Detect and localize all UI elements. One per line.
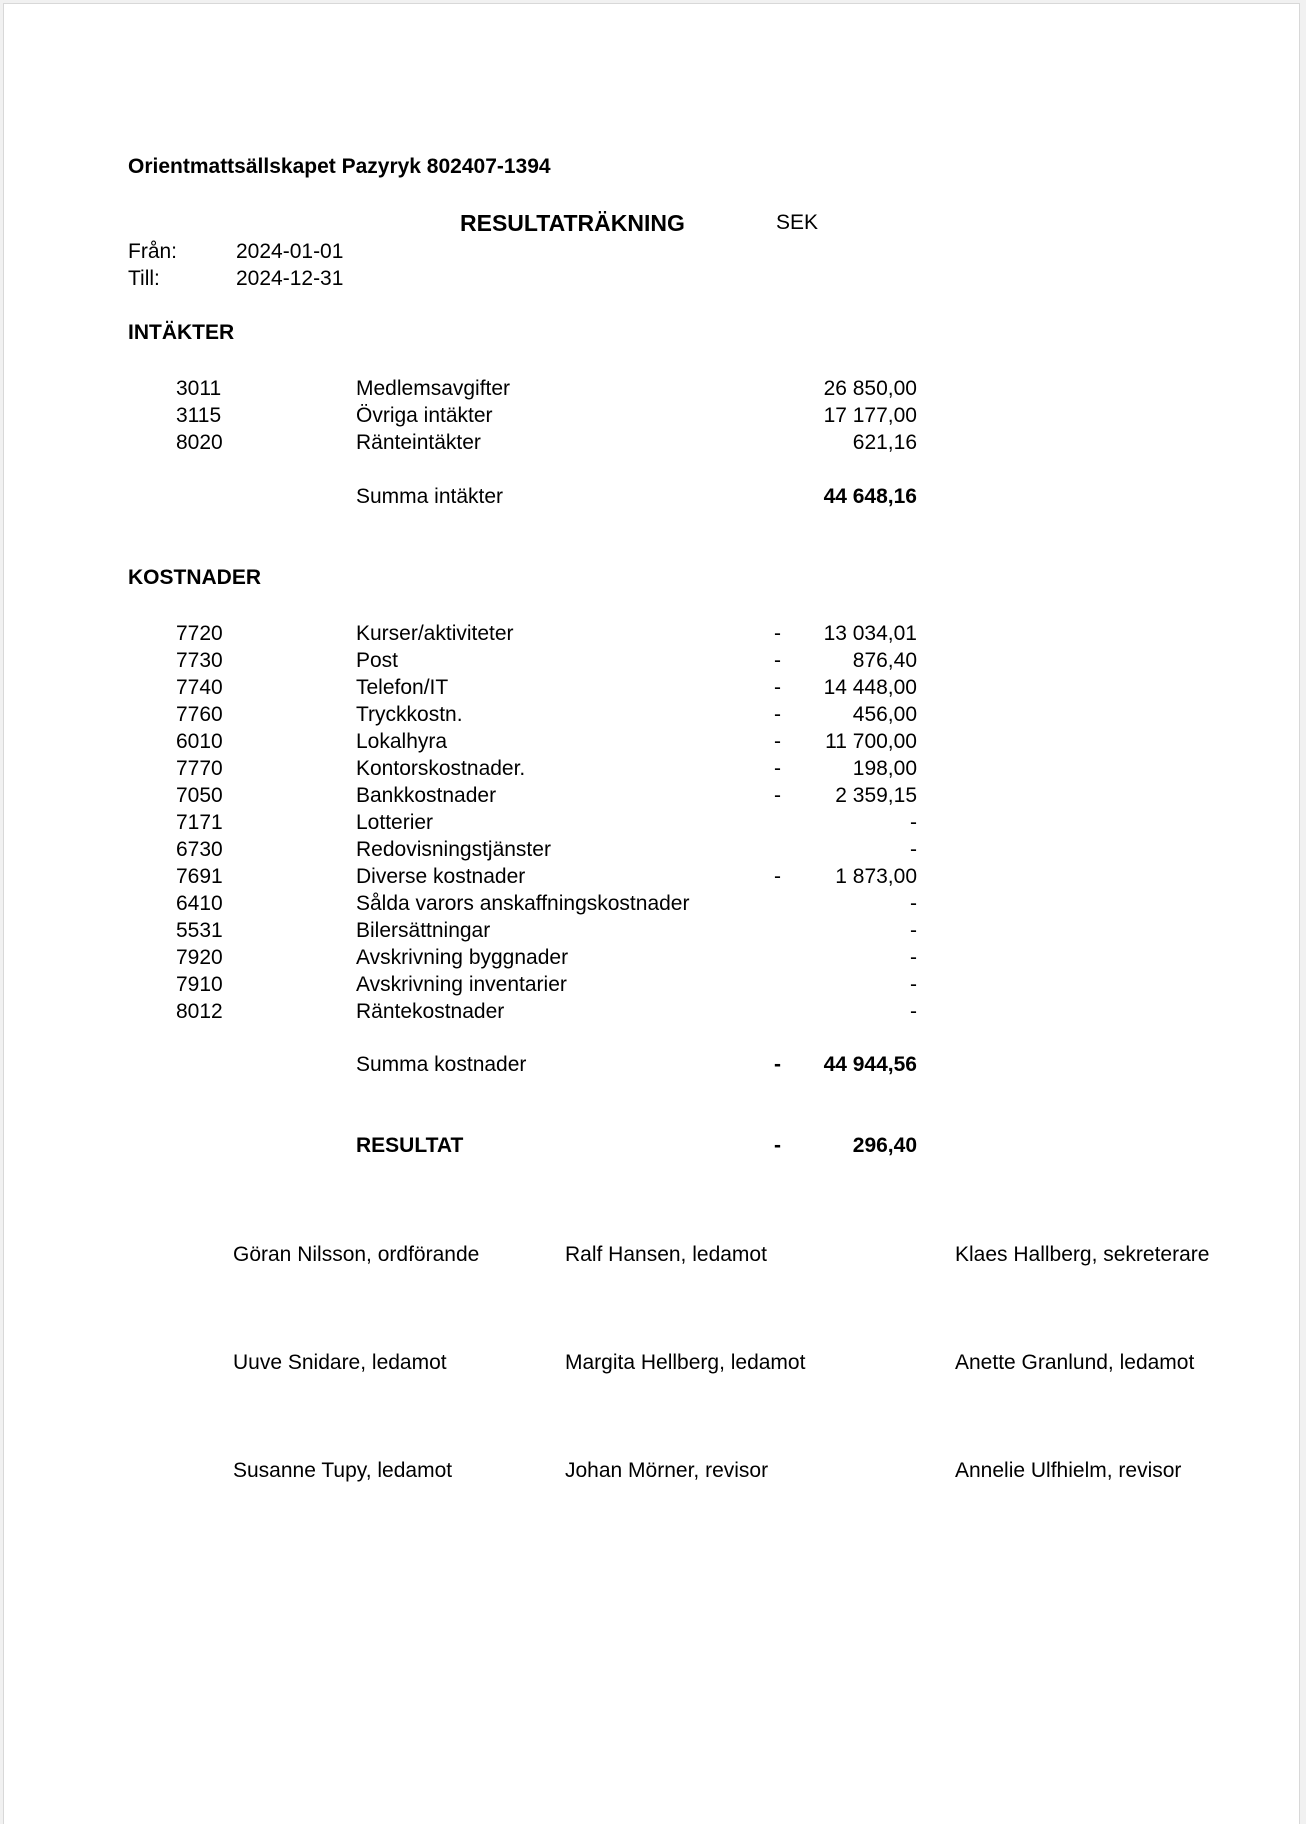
expense-row bbox=[4, 810, 1299, 837]
account-description: Sålda varors anskaffningskostnader bbox=[356, 892, 690, 915]
expenses-heading: KOSTNADER bbox=[128, 566, 262, 589]
account-number: 7730 bbox=[176, 649, 223, 672]
account-description: Bankkostnader bbox=[356, 784, 497, 807]
income-row bbox=[4, 403, 1299, 430]
amount: 13 034,01 bbox=[823, 622, 917, 645]
expense-row bbox=[4, 729, 1299, 756]
account-number: 7691 bbox=[176, 865, 223, 888]
result-amount: 296,40 bbox=[852, 1134, 917, 1157]
amount-sign: - bbox=[774, 676, 781, 699]
account-description: Post bbox=[356, 649, 399, 672]
income-row bbox=[4, 430, 1299, 457]
amount: - bbox=[910, 892, 917, 915]
income-row bbox=[4, 376, 1299, 403]
signature-name: Susanne Tupy, ledamot bbox=[233, 1459, 453, 1482]
account-number: 8012 bbox=[176, 1000, 223, 1023]
account-number: 3011 bbox=[176, 377, 222, 400]
amount-sign: - bbox=[774, 784, 781, 807]
amount-sign: - bbox=[774, 730, 781, 753]
account-description: Telefon/IT bbox=[356, 676, 449, 699]
income-total-label: Summa intäkter bbox=[356, 485, 504, 508]
account-description: Övriga intäkter bbox=[356, 404, 493, 427]
account-description: Ränteintäkter bbox=[356, 431, 481, 454]
expense-total-row bbox=[4, 1052, 1299, 1079]
amount: 17 177,00 bbox=[823, 404, 917, 427]
account-number: 7050 bbox=[176, 784, 223, 807]
signature-name: Klaes Hallberg, sekreterare bbox=[955, 1243, 1210, 1266]
amount: - bbox=[910, 1000, 917, 1023]
period-to-value: 2024-12-31 bbox=[236, 267, 344, 290]
amount: 876,40 bbox=[852, 649, 917, 672]
amount-sign: - bbox=[774, 649, 781, 672]
expense-row bbox=[4, 756, 1299, 783]
expense-total-amount: 44 944,56 bbox=[823, 1053, 917, 1076]
expense-total-label: Summa kostnader bbox=[356, 1053, 527, 1076]
account-description: Diverse kostnader bbox=[356, 865, 526, 888]
signature-name: Uuve Snidare, ledamot bbox=[233, 1351, 447, 1374]
amount: - bbox=[910, 973, 917, 996]
account-number: 8020 bbox=[176, 431, 223, 454]
account-number: 6010 bbox=[176, 730, 223, 753]
organization-name: Orientmattsällskapet Pazyryk 802407-1394 bbox=[128, 155, 551, 178]
account-number: 6410 bbox=[176, 892, 223, 915]
period-from-value: 2024-01-01 bbox=[236, 240, 344, 263]
expense-row bbox=[4, 945, 1299, 972]
account-description: Medlemsavgifter bbox=[356, 377, 511, 400]
amount: - bbox=[910, 838, 917, 861]
amount: 11 700,00 bbox=[825, 730, 917, 753]
account-number: 7171 bbox=[176, 811, 223, 834]
signature-name: Göran Nilsson, ordförande bbox=[233, 1243, 480, 1266]
signature-name: Margita Hellberg, ledamot bbox=[565, 1351, 806, 1374]
amount: 621,16 bbox=[852, 431, 917, 454]
account-number: 6730 bbox=[176, 838, 223, 861]
account-number: 7760 bbox=[176, 703, 223, 726]
expense-row bbox=[4, 648, 1299, 675]
account-description: Bilersättningar bbox=[356, 919, 491, 942]
amount: 14 448,00 bbox=[823, 676, 917, 699]
account-description: Lotterier bbox=[356, 811, 434, 834]
income-heading: INTÄKTER bbox=[128, 321, 235, 344]
expense-row bbox=[4, 972, 1299, 999]
signature-name: Anette Granlund, ledamot bbox=[955, 1351, 1195, 1374]
account-number: 7720 bbox=[176, 622, 223, 645]
expense-row bbox=[4, 891, 1299, 918]
document-page bbox=[3, 3, 1300, 1824]
amount: 2 359,15 bbox=[835, 784, 917, 807]
result-label: RESULTAT bbox=[356, 1134, 464, 1157]
account-number: 5531 bbox=[176, 919, 223, 942]
signature-name: Ralf Hansen, ledamot bbox=[565, 1243, 767, 1266]
account-description: Avskrivning inventarier bbox=[356, 973, 567, 996]
amount: 1 873,00 bbox=[835, 865, 917, 888]
amount-sign: - bbox=[774, 622, 781, 645]
amount: 198,00 bbox=[852, 757, 917, 780]
expense-row bbox=[4, 837, 1299, 864]
expense-row bbox=[4, 783, 1299, 810]
amount-sign: - bbox=[774, 703, 781, 726]
amount-sign: - bbox=[774, 1053, 781, 1076]
amount: - bbox=[910, 811, 917, 834]
expense-row bbox=[4, 999, 1299, 1026]
income-total-amount: 44 648,16 bbox=[823, 485, 917, 508]
account-description: Lokalhyra bbox=[356, 730, 448, 753]
account-description: Räntekostnader bbox=[356, 1000, 505, 1023]
account-description: Avskrivning byggnader bbox=[356, 946, 569, 969]
expense-row bbox=[4, 621, 1299, 648]
expense-row bbox=[4, 864, 1299, 891]
signature-name: Johan Mörner, revisor bbox=[565, 1459, 769, 1482]
expense-row bbox=[4, 675, 1299, 702]
amount: - bbox=[910, 946, 917, 969]
report-title: RESULTATRÄKNING bbox=[460, 210, 685, 236]
result-row bbox=[4, 1133, 1299, 1160]
account-description: Kurser/aktiviteter bbox=[356, 622, 514, 645]
amount-sign: - bbox=[774, 1134, 781, 1157]
income-total-row bbox=[4, 484, 1299, 511]
account-description: Redovisningstjänster bbox=[356, 838, 551, 861]
account-number: 7910 bbox=[176, 973, 223, 996]
account-number: 7920 bbox=[176, 946, 223, 969]
amount-sign: - bbox=[774, 757, 781, 780]
amount: 26 850,00 bbox=[823, 377, 917, 400]
amount-sign: - bbox=[774, 865, 781, 888]
expense-row bbox=[4, 702, 1299, 729]
expense-row bbox=[4, 918, 1299, 945]
account-number: 3115 bbox=[176, 404, 222, 427]
period-to-label: Till: bbox=[128, 267, 160, 290]
account-number: 7770 bbox=[176, 757, 223, 780]
account-description: Kontorskostnader. bbox=[356, 757, 526, 780]
signature-name: Annelie Ulfhielm, revisor bbox=[955, 1459, 1182, 1482]
amount: - bbox=[910, 919, 917, 942]
account-number: 7740 bbox=[176, 676, 223, 699]
period-from-label: Från: bbox=[128, 240, 178, 263]
amount: 456,00 bbox=[852, 703, 917, 726]
currency-label: SEK bbox=[776, 211, 819, 234]
account-description: Tryckkostn. bbox=[356, 703, 463, 726]
